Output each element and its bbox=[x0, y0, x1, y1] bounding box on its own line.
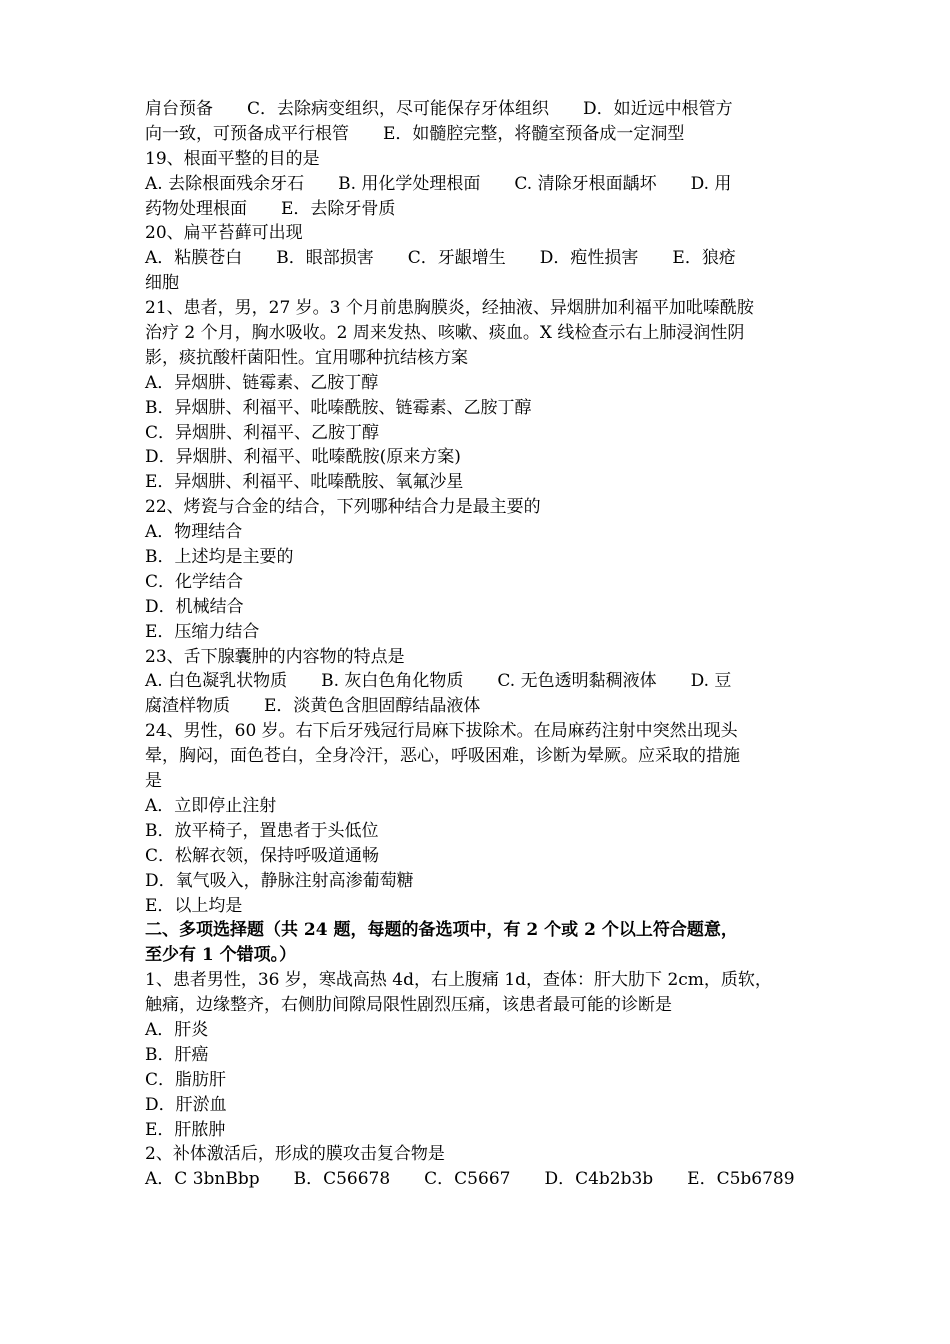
question-22-option-e: E．压缩力结合 bbox=[145, 621, 260, 642]
question-19-options-cont: 药物处理根面 E．去除牙骨质 bbox=[145, 198, 396, 219]
multi-question-1-option-e: E．肝脓肿 bbox=[145, 1119, 226, 1140]
question-20-stem: 20、扁平苔藓可出现 bbox=[145, 223, 303, 244]
question-24-option-b: B．放平椅子，置患者于头低位 bbox=[145, 820, 379, 841]
question-22-option-d: D．机械结合 bbox=[145, 596, 244, 617]
question-21-stem-cont: 治疗 2 个月，胸水吸收。2 周来发热、咳嗽、痰血。X 线检查示右上肺浸润性阴 bbox=[145, 323, 745, 344]
multi-question-1-option-a: A．肝炎 bbox=[145, 1019, 209, 1040]
question-19-options: A. 去除根面残余牙石 B. 用化学处理根面 C. 清除牙根面龋坏 D. 用 bbox=[145, 173, 732, 194]
question-21-option-e: E．异烟肼、利福平、吡嗪酰胺、氧氟沙星 bbox=[145, 472, 464, 493]
multi-question-1-stem-cont: 触痛，边缘整齐，右侧肋间隙局限性剧烈压痛，该患者最可能的诊断是 bbox=[145, 995, 672, 1016]
multi-question-2-options: A．C 3bnBbp B．C56678 C．C5667 D．C4b2b3b E．C5b6789 bbox=[145, 1169, 795, 1190]
multi-question-1-option-d: D．肝淤血 bbox=[145, 1094, 227, 1115]
document-page bbox=[145, 97, 815, 1192]
question-22-option-a: A．物理结合 bbox=[145, 522, 243, 543]
text-line-1: 肩台预备 C．去除病变组织，尽可能保存牙体组织 D．如近远中根管方 bbox=[145, 99, 733, 119]
question-24-option-c: C．松解衣领，保持呼吸道通畅 bbox=[145, 845, 380, 866]
multi-question-1-option-c: C．脂肪肝 bbox=[145, 1069, 227, 1090]
question-21-option-a: A．异烟肼、链霉素、乙胺丁醇 bbox=[145, 372, 379, 393]
question-22-option-b: B．上述均是主要的 bbox=[145, 547, 294, 568]
question-24-stem-cont: 是 bbox=[145, 771, 162, 792]
question-21-stem: 21、患者，男，27 岁。3 个月前患胸膜炎，经抽液、异烟肼加利福平加吡嗪酰胺 bbox=[145, 298, 754, 319]
section-heading: 二、多项选择题（共 24 题，每题的备选项中，有 2 个或 2 个以上符合题意， bbox=[145, 920, 738, 941]
question-23-options: A. 白色凝乳状物质 B. 灰白色角化物质 C. 无色透明黏稠液体 D. 豆 bbox=[145, 671, 732, 692]
text-line-2: 向一致，可预备成平行根管 E．如髓腔完整，将髓室预备成一定洞型 bbox=[145, 123, 685, 144]
question-24-stem-cont: 晕，胸闷，面色苍白，全身冷汗，恶心，呼吸困难，诊断为晕厥。应采取的措施 bbox=[145, 746, 740, 767]
question-21-stem-cont: 影，痰抗酸杆菌阳性。宜用哪种抗结核方案 bbox=[145, 347, 468, 368]
multi-question-2-stem: 2、补体激活后，形成的膜攻击复合物是 bbox=[145, 1144, 445, 1165]
question-24-option-e: E．以上均是 bbox=[145, 895, 243, 916]
question-24-option-d: D．氧气吸入，静脉注射高渗葡萄糖 bbox=[145, 870, 414, 891]
multi-question-1-stem: 1、患者男性，36 岁，寒战高热 4d，右上腹痛 1d，查体：肝大肋下 2cm，质软， bbox=[145, 970, 772, 991]
question-20-options-cont: 细胞 bbox=[145, 273, 179, 294]
question-21-option-b: B．异烟肼、利福平、吡嗪酰胺、链霉素、乙胺丁醇 bbox=[145, 397, 532, 418]
question-22-option-c: C．化学结合 bbox=[145, 571, 244, 592]
question-20-options: A．粘膜苍白 B．眼部损害 C．牙龈增生 D．疱性损害 E．狼疮 bbox=[145, 248, 736, 269]
question-21-option-c: C．异烟肼、利福平、乙胺丁醇 bbox=[145, 422, 380, 443]
question-22-stem: 22、烤瓷与合金的结合，下列哪种结合力是最主要的 bbox=[145, 497, 541, 518]
question-23-options-cont: 腐渣样物质 E．淡黄色含胆固醇结晶液体 bbox=[145, 696, 481, 717]
question-21-option-d: D．异烟肼、利福平、吡嗪酰胺(原来方案) bbox=[145, 447, 461, 468]
multi-question-1-option-b: B．肝癌 bbox=[145, 1044, 209, 1065]
question-23-stem: 23、舌下腺囊肿的内容物的特点是 bbox=[145, 646, 405, 667]
question-24-option-a: A．立即停止注射 bbox=[145, 795, 277, 816]
question-24-stem: 24、男性，60 岁。右下后牙残冠行局麻下拔除术。在局麻药注射中突然出现头 bbox=[145, 721, 738, 742]
question-19-stem: 19、根面平整的目的是 bbox=[145, 148, 320, 169]
section-heading-cont: 至少有 1 个错项。） bbox=[145, 945, 297, 966]
